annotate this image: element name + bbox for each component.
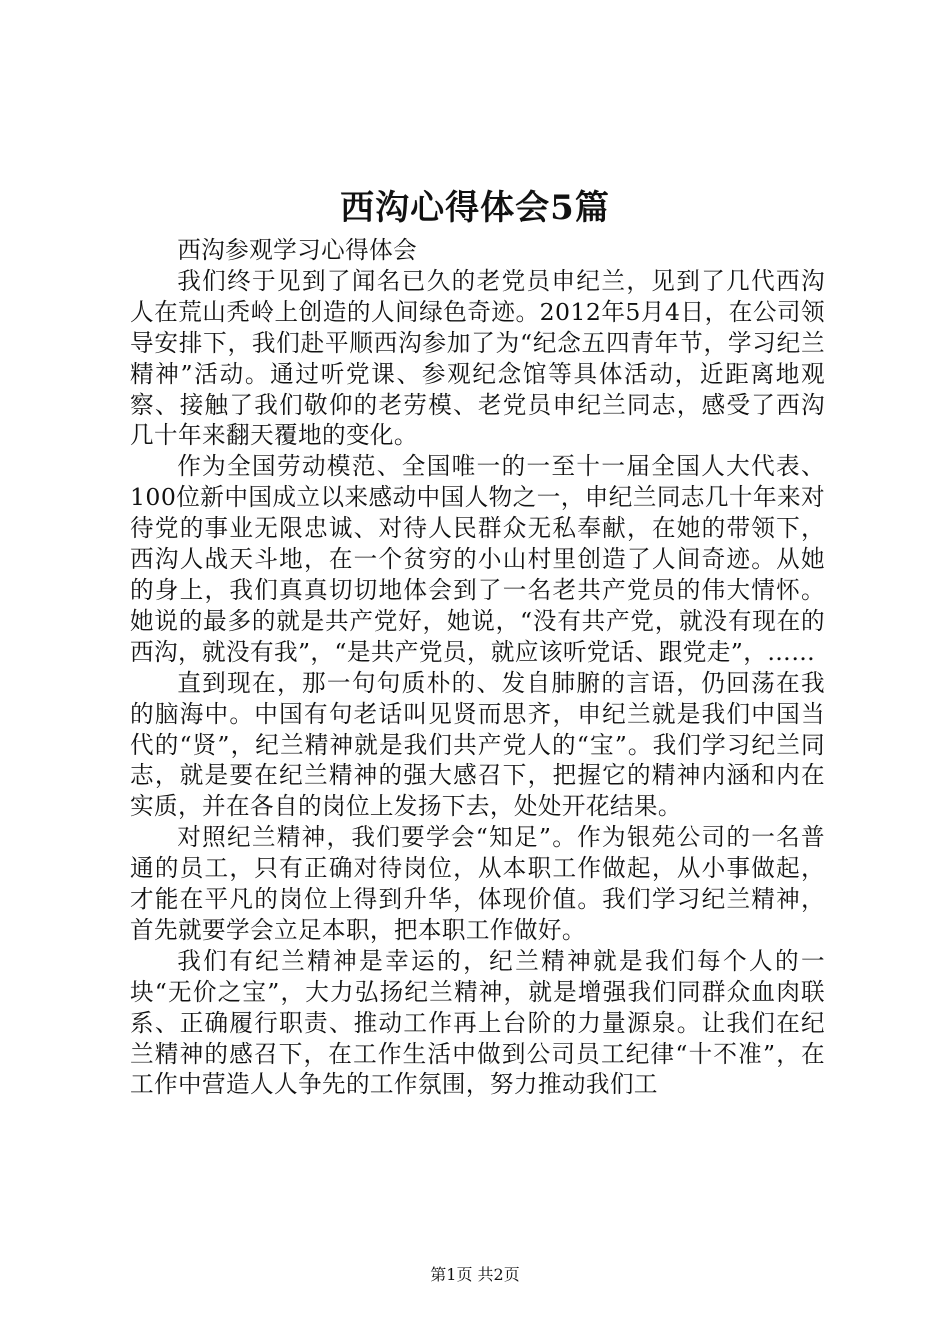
document-body [130,235,825,1100]
document-title: 西沟心得体会5篇 [340,188,610,228]
paragraph-4: 对照纪兰精神，我们要学会“知足”。作为银苑公司的一名普通的员工，只有正确对待岗位，从本职工作做起，从小事做起，才能在平凡的岗位上得到升华，体现价值。我们学习纪兰精神，首先就要学会立足本职，把本职工作做好。 [130,823,825,944]
paragraph-1: 我们终于见到了闻名已久的老党员申纪兰，见到了几代西沟人在荒山秃岭上创造的人间绿色奇迹。2012年5月4日，在公司领导安排下，我们赴平顺西沟参加了为“纪念五四青年节，学习纪兰精神”活动。通过听党课、参观纪念馆等具体活动，近距离地观察、接触了我们敬仰的老劳模、老党员申纪兰同志，感受了西沟几十年来翻天覆地的变化。 [130,266,825,450]
paragraph-3: 直到现在，那一句句质朴的、发自肺腑的言语，仍回荡在我的脑海中。中国有句老话叫见贤而思齐，申纪兰就是我们中国当代的“贤”，纪兰精神就是我们共产党人的“宝”。我们学习纪兰同志，就是要在纪兰精神的强大感召下，把握它的精神内涵和内在实质，并在各自的岗位上发扬下去，处处开花结果。 [130,668,825,821]
page-footer: 第1页 共2页 [430,1265,520,1284]
paragraph-2: 作为全国劳动模范、全国唯一的一至十一届全国人大代表、100位新中国成立以来感动中国人物之一，申纪兰同志几十年来对待党的事业无限忠诚、对待人民群众无私奉献，在她的带领下，西沟人战天斗地，在一个贫穷的小山村里创造了人间奇迹。从她的身上，我们真真切切地体会到了一名老共产党员的伟大情怀。她说的最多的就是共产党好，她说，“没有共产党，就没有现在的西沟，就没有我”，“是共产党员，就应该听党话、跟党走”，…… [130,452,825,666]
paragraph-5: 我们有纪兰精神是幸运的，纪兰精神就是我们每个人的一块“无价之宝”，大力弘扬纪兰精神，就是增强我们同群众血肉联系、正确履行职责、推动工作再上台阶的力量源泉。让我们在纪兰精神的感召下，在工作生活中做到公司员工纪律“十不准”，在工作中营造人人争先的工作氛围，努力推动我们工 [130,946,825,1099]
document-subtitle: 西沟参观学习心得体会 [177,236,418,264]
